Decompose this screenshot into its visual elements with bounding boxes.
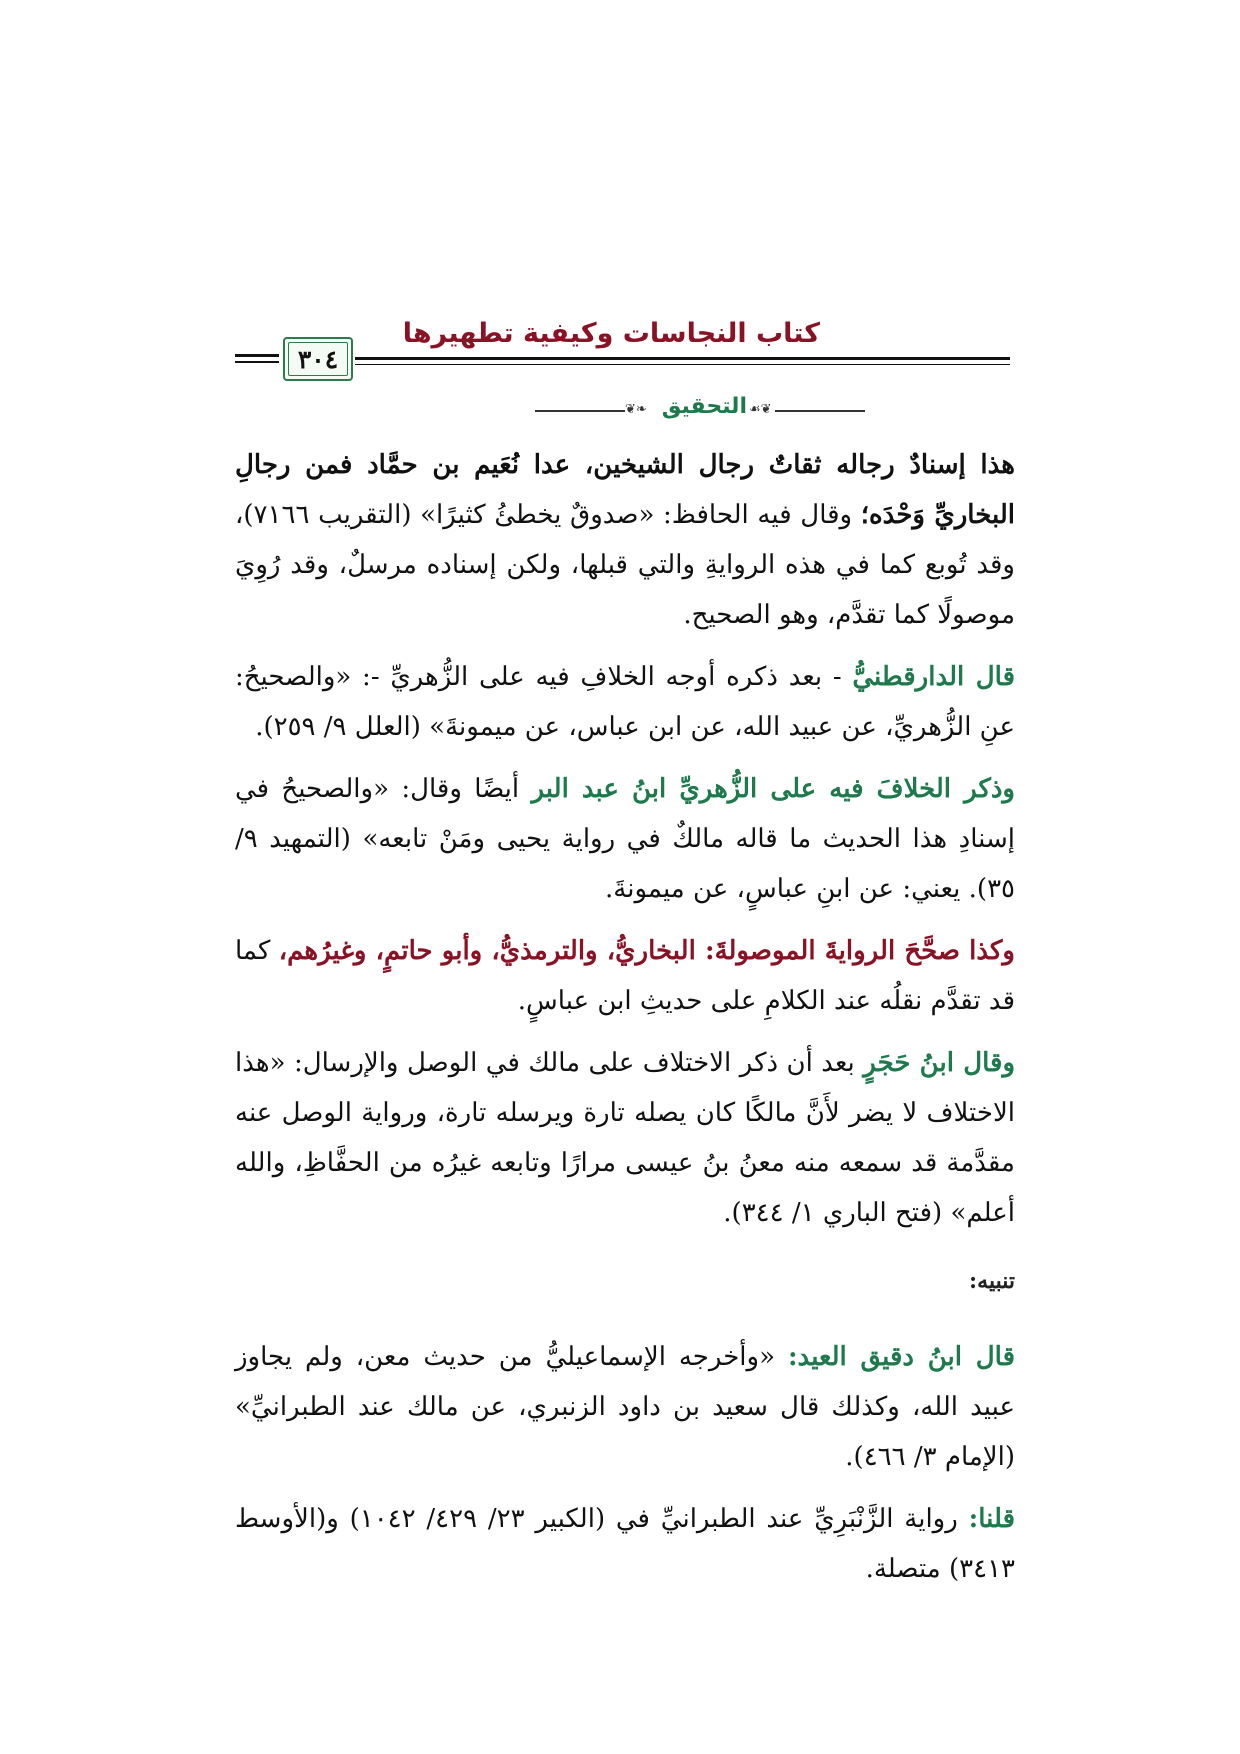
- paragraph-text: «وأخرجه الإسماعيليُّ من حديث معن، ولم يجاوز عبيد الله، وكذلك قال سعيد بن داود الزنبري، عن مالك عند الطبرانيِّ» (الإمام ٣/ ٤٦٦).: [235, 1342, 1015, 1472]
- section-title: التحقيق: [661, 394, 747, 419]
- page-header: [235, 310, 1010, 390]
- paragraph-lead: قال ابنُ دقيق العيد:: [787, 1342, 1015, 1372]
- book-title: كتاب النجاسات وكيفية تطهيرها: [402, 318, 820, 349]
- paragraph-text: بعد أن ذكر الاختلاف على مالك في الوصل والإرسال: «هذا الاختلاف لا يضر لأَنَّ مالكًا كان يصله تارة ويرسله تارة، ورواية الوصل عنه مقدَّمة قد سمعه منه معنُ بنُ عيسى مرارًا وتابعه غيرُه من الحفَّاظِ، والله أعلم» (فتح الباري ١/ ٣٤٤).: [235, 1048, 1015, 1228]
- note-label: تنبيه:: [969, 1268, 1015, 1294]
- paragraph-text: وقال فيه الحافظ: «صدوقٌ يخطئُ كثيرًا» (التقريب ٧١٦٦)، وقد تُوبع كما في هذه الروايةِ والتي قبلها، ولكن إسناده مرسلٌ، وقد رُوِيَ موصولًا كما تقدَّم، وهو الصحيح.: [235, 500, 1015, 630]
- ornament-left-icon: ❦❧: [625, 402, 647, 417]
- paragraph-isnad: [235, 440, 1015, 640]
- paragraph-text: رواية الزَّنْبَرِيِّ عند الطبرانيِّ في (الكبير ٢٣/ ٤٢٩/ ١٠٤٢) و(الأوسط ٣٤١٣) متصلة.: [235, 1504, 1015, 1584]
- header-rule-left-bottom: [235, 361, 279, 363]
- paragraph-lead: قال الدارقطنيُّ: [852, 662, 1015, 692]
- paragraph-text: أيضًا وقال: «والصحيحُ في إسنادِ هذا الحديث ما قاله مالكٌ في رواية يحيى ومَنْ تابعه» (التمهيد ٩/ ٣٥). يعني: عن ابنِ عباسٍ، عن ميمونةَ.: [235, 774, 1015, 904]
- paragraph-lead: وقال ابنُ حَجَرٍ: [863, 1048, 1016, 1078]
- section-heading: [535, 394, 865, 426]
- paragraph-lead: وذكر الخلافَ فيه على الزُّهريِّ ابنُ عبد البر: [531, 774, 1015, 804]
- note-paragraph-qulna: [235, 1494, 1015, 1594]
- section-rule-left: [535, 410, 625, 412]
- note-paragraph-ibn-daqiq: [235, 1332, 1015, 1482]
- paragraph-ibn-abd-al-barr: [235, 764, 1015, 914]
- paragraph-ibn-hajar: [235, 1038, 1015, 1238]
- section-rule-right: [775, 410, 865, 412]
- ornament-right-icon: ☙❦: [749, 402, 772, 417]
- paragraph-text: كما قد تقدَّم نقلُه عند الكلامِ على حديثِ ابن عباسٍ.: [235, 936, 1015, 1016]
- paragraph-daraqutni: [235, 652, 1015, 752]
- paragraph-lead: وكذا صحَّحَ الروايةَ الموصولةَ: البخاريُّ، والترمذيُّ، وأبو حاتمٍ، وغيرُهم،: [278, 936, 1015, 966]
- page-number: ٣٠٤: [297, 344, 339, 374]
- paragraph-lead: هذا إسنادٌ رجاله ثقاتٌ رجال الشيخين، عدا نُعَيم بن حمَّاد فمن رجالِ البخاريِّ وَحْدَه؛: [235, 450, 1015, 530]
- main-text: [235, 440, 1015, 1606]
- paragraph-text: - بعد ذكره أوجه الخلافِ فيه على الزُّهريِّ -: «والصحيحُ: عنِ الزُّهريِّ، عن عبيد الله، عن ابن عباس، عن ميمونةَ» (العلل ٩/ ٢٥٩).: [235, 662, 1015, 742]
- paragraph-lead: قلنا:: [968, 1504, 1016, 1534]
- header-rule-top: [355, 357, 1010, 360]
- header-rule-left-top: [235, 354, 279, 357]
- paragraph-sahhaha: [235, 926, 1015, 1026]
- page-number-frame: [283, 337, 353, 381]
- header-rule-bottom: [355, 364, 1010, 365]
